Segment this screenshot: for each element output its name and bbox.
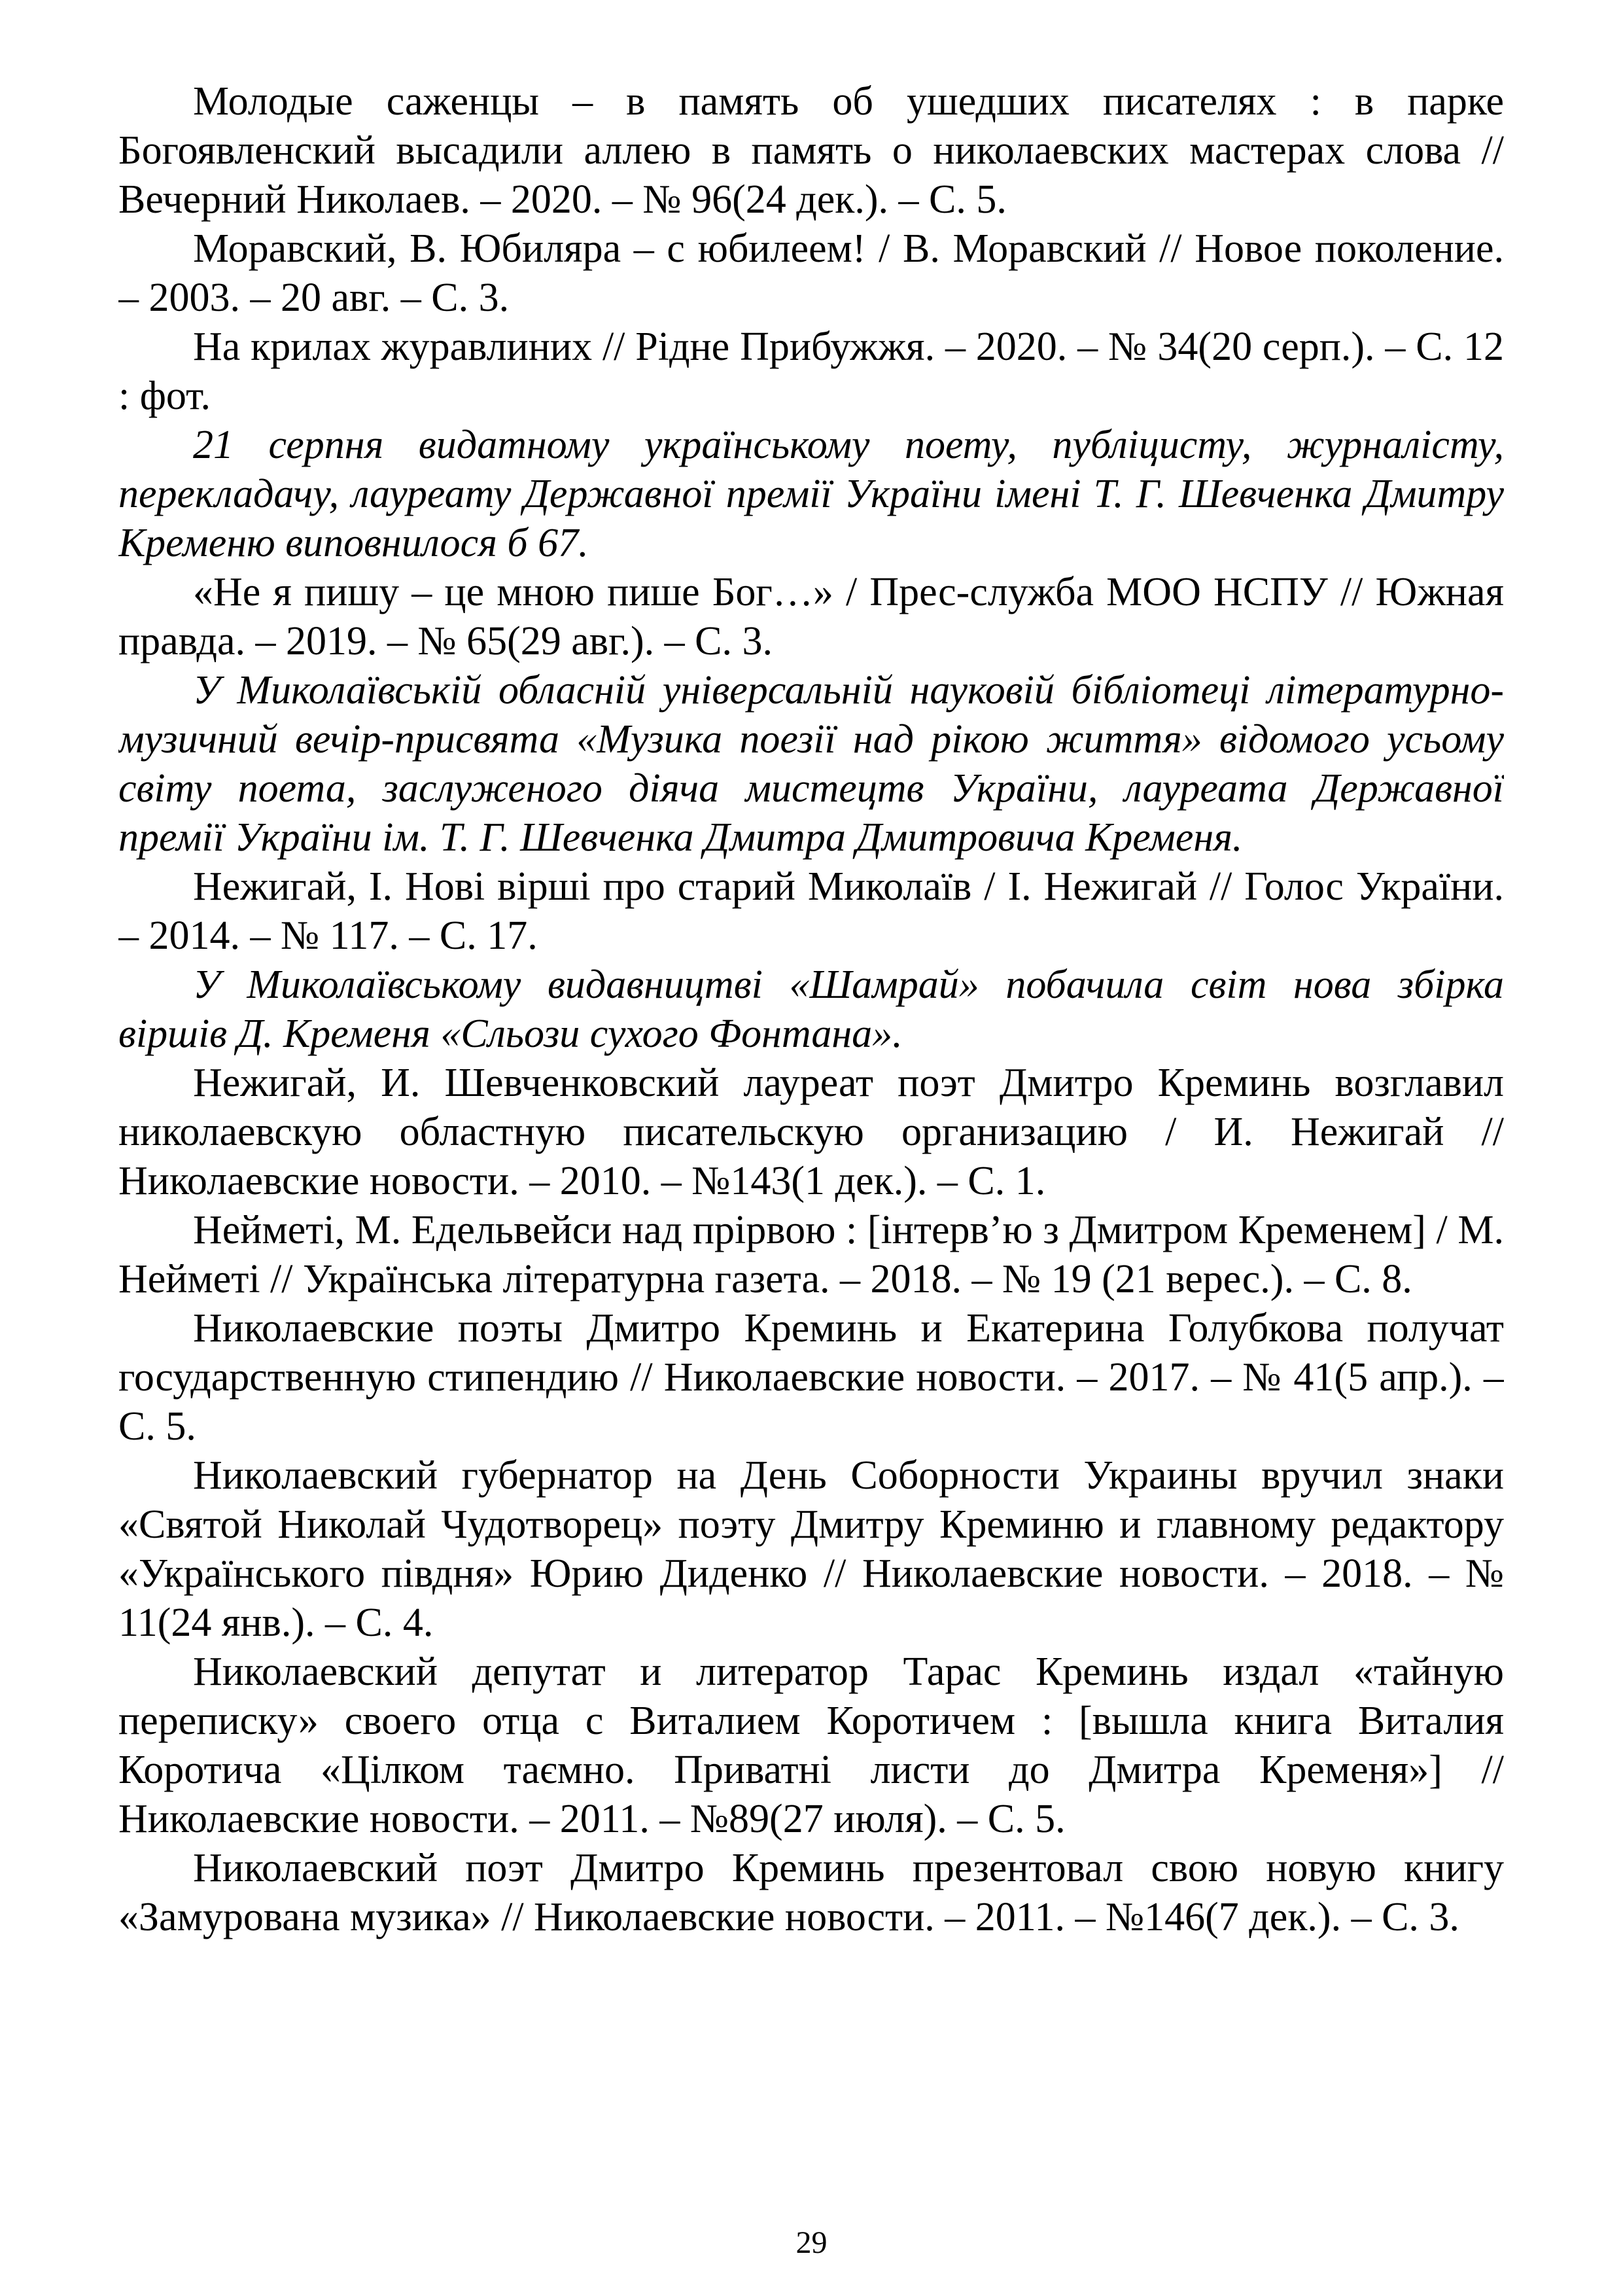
entry-paragraph: Нежигай, И. Шевченковский лауреат поэт Дмитро Креминь возглавил николаевскую областную писательскую организацию / И. Нежигай // Николаевские новости. – 2010. – №143(1 дек.). – С. 1. (118, 1061, 1504, 1203)
entry-paragraph: Нежигай, І. Нові вірші про старий Миколаїв / І. Нежигай // Голос України. – 2014. – № 117. – С. 17. (118, 864, 1504, 958)
entry-paragraph: «Не я пишу – це мною пише Бог…» / Прес-служба МОО НСПУ // Южная правда. – 2019. – № 65(29 авг.). – С. 3. (118, 570, 1504, 663)
entry-paragraph: Николаевский губернатор на День Соборности Украины вручил знаки «Святой Николай Чудотворец» поэту Дмитру Креминю и главному редактору «Українського півдня» Юрию Диденко // Николаевские новости. – 2018. – № 11(24 янв.). – С. 4. (118, 1453, 1504, 1645)
entry-annotation: У Миколаївській обласній універсальній науковій бібліотеці літературно-музичний вечір-присвята «Музика поезії над рікою життя» відомого усьому світу поета, заслуженого діяча мистецтв України, лауреата Державної премії України ім. Т. Г. Шевченка Дмитра Дмитровича Кременя. (118, 668, 1504, 860)
entry-paragraph: Николаевский поэт Дмитро Креминь презентовал свою новую книгу «Замурована музика» // Николаевские новости. – 2011. – №146(7 дек.). – С. 3. (118, 1846, 1504, 1939)
entry-paragraph: Молодые саженцы – в память об ушедших писателях : в парке Богоявленский высадили аллею в память о николаевских мастерах слова // Вечерний Николаев. – 2020. – № 96(24 дек.). – С. 5. (118, 79, 1504, 222)
page-number: 29 (795, 2225, 828, 2260)
entry-paragraph: Нейметі, М. Едельвейси над прірвою : [інтерв’ю з Дмитром Кременем] / М. Нейметі // Українська літературна газета. – 2018. – № 19 (21 верес.). – С. 8. (118, 1208, 1504, 1301)
entry-paragraph: Моравский, В. Юбиляра – с юбилеем! / В. Моравский // Новое поколение. – 2003. – 20 авг. – С. 3. (118, 226, 1504, 320)
entry-paragraph: Николаевский депутат и литератор Тарас Креминь издал «тайную переписку» своего отца с Виталием Коротичем : [вышла книга Виталия Коротича «Цілком таємно. Приватні листи до Дмитра Кременя»] // Николаевские новости. – 2011. – №89(27 июля). – С. 5. (118, 1650, 1504, 1841)
bibliography-list (118, 77, 1504, 1942)
page-body (118, 77, 1504, 2210)
entry-annotation: 21 серпня видатному українському поету, публіцисту, журналісту, перекладачу, лауреату Державної премії України імені Т. Г. Шевченка Дмитру Кременю виповнилося б 67. (118, 423, 1504, 565)
entry-paragraph: Николаевские поэты Дмитро Креминь и Екатерина Голубкова получат государственную стипендию // Николаевские новости. – 2017. – № 41(5 апр.). – С. 5. (118, 1306, 1504, 1449)
entry-annotation: У Миколаївському видавництві «Шамрай» побачила світ нова збірка віршів Д. Кременя «Сльози сухого Фонтана». (118, 963, 1504, 1056)
entry-paragraph: На крилах журавлиних // Рідне Прибужжя. – 2020. – № 34(20 серп.). – С. 12 : фот. (118, 325, 1504, 418)
